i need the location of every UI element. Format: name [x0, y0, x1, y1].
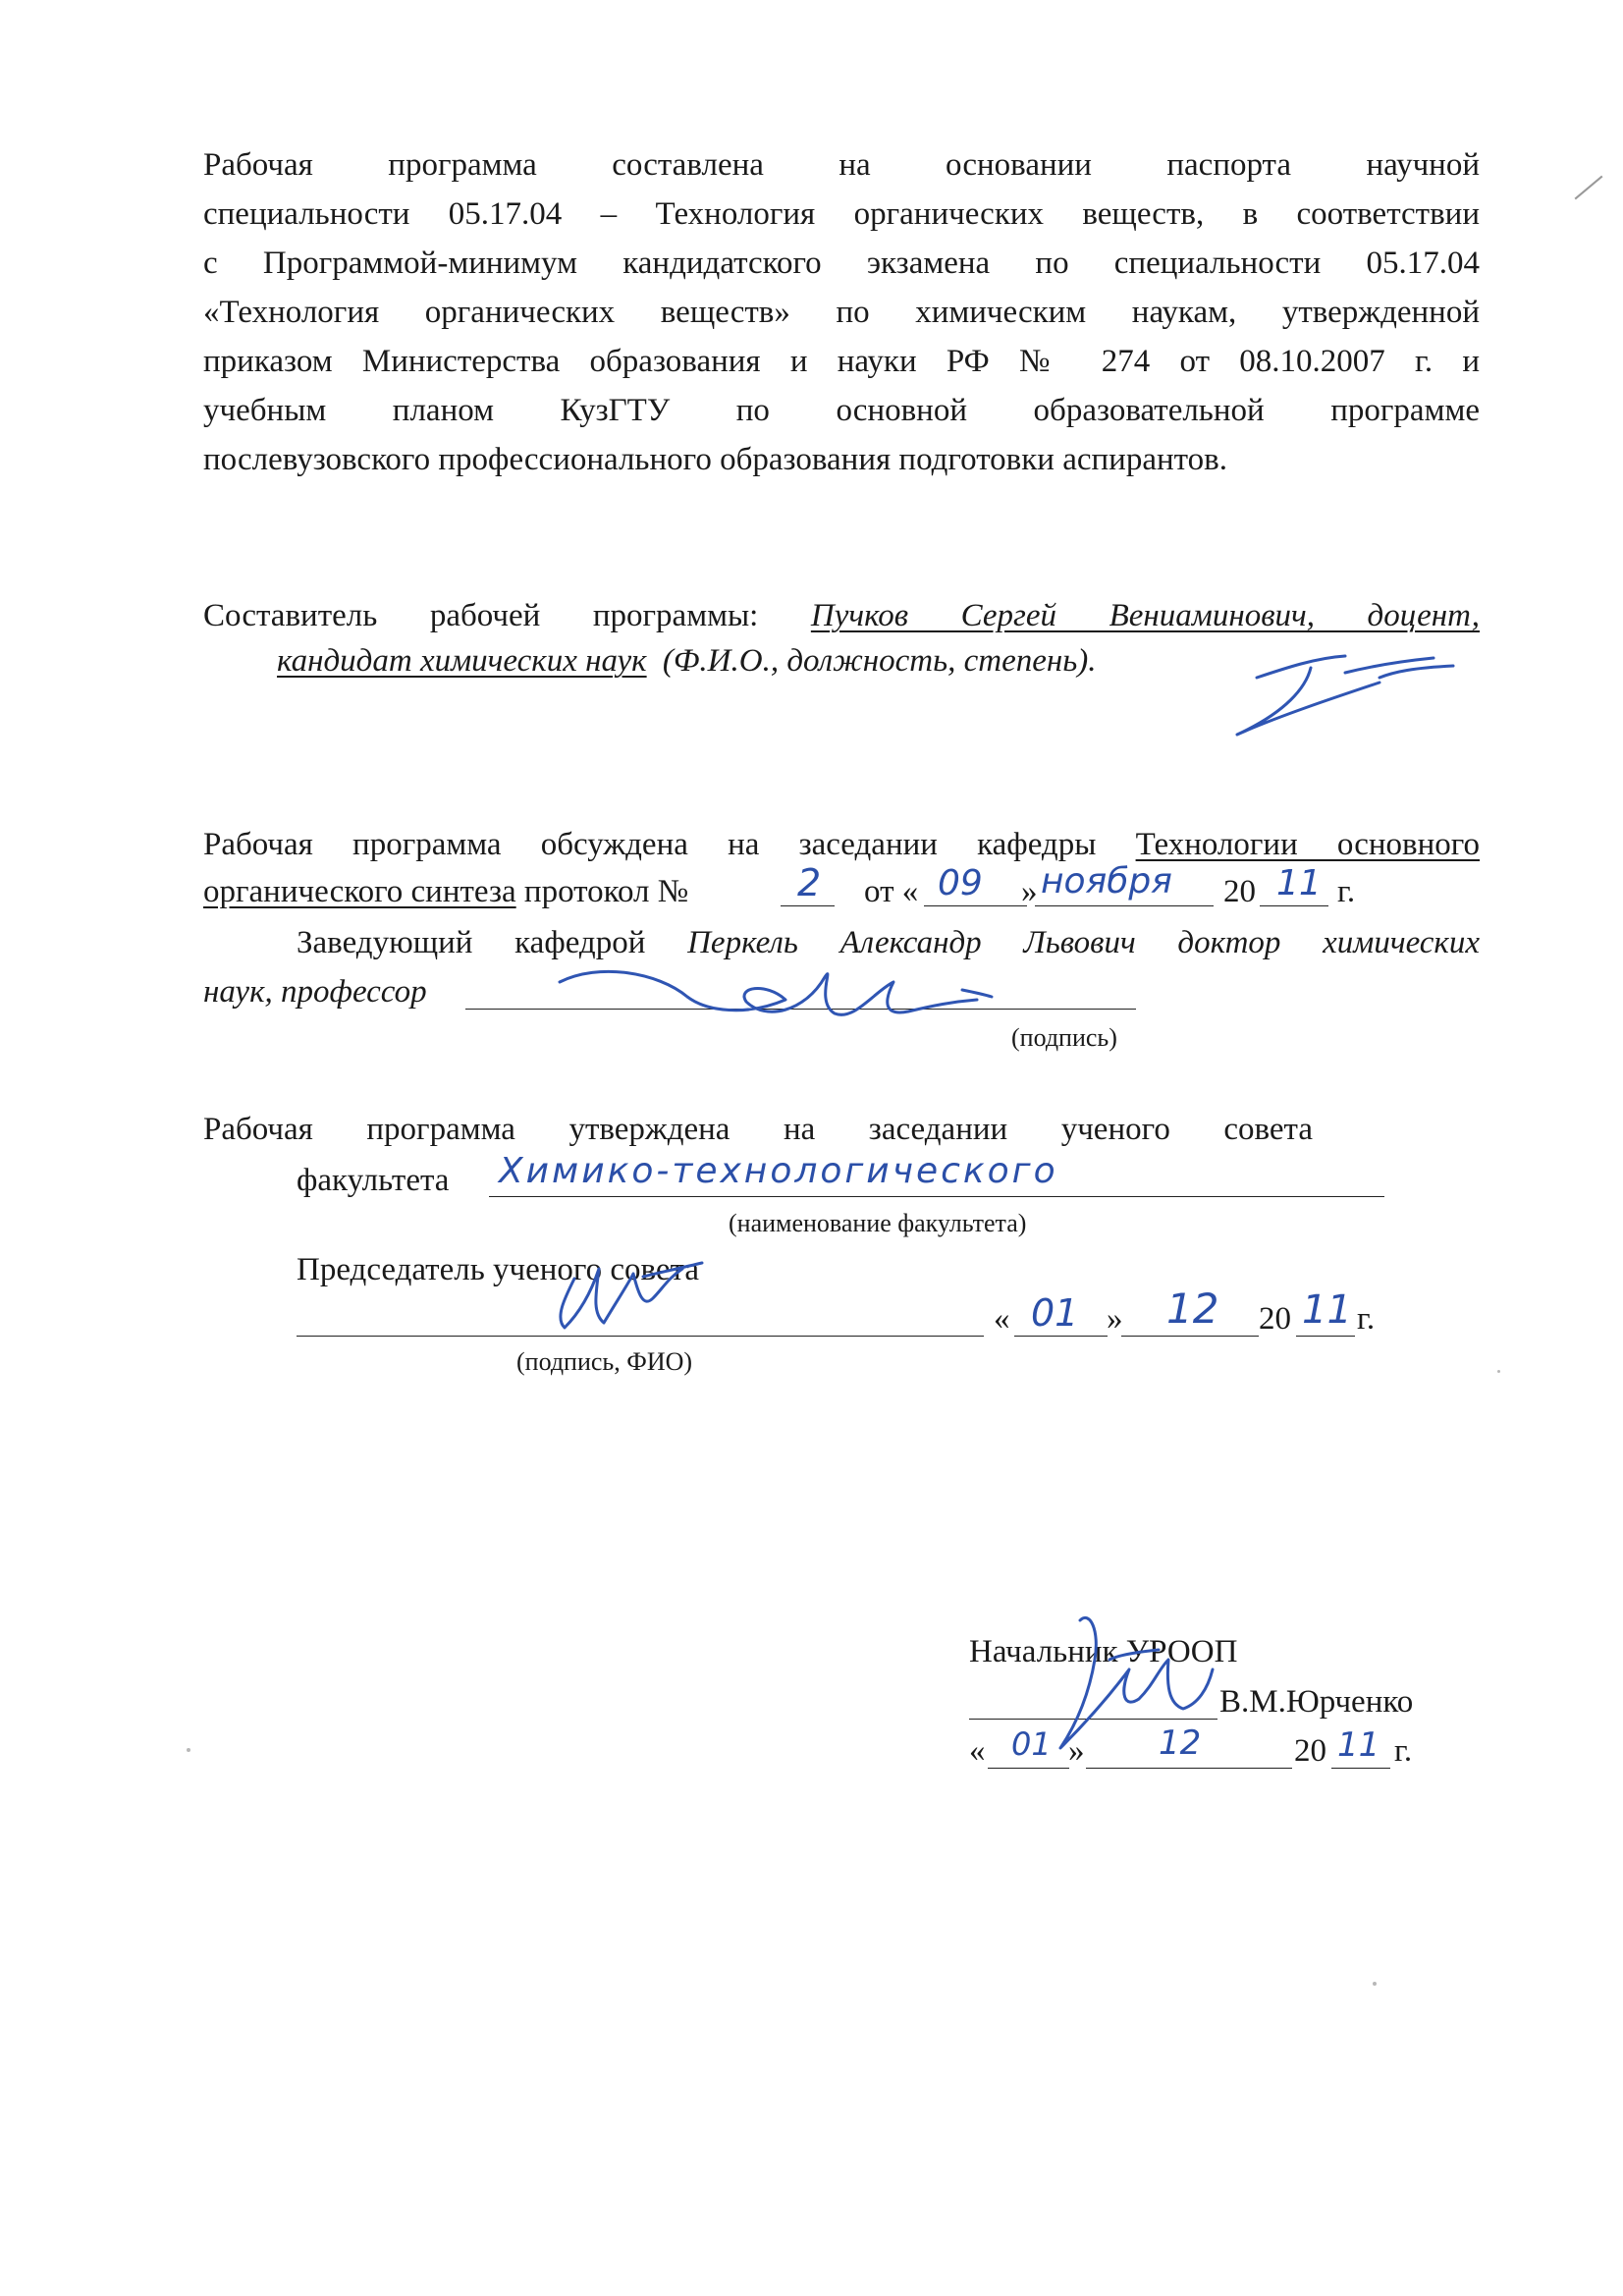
year-end: г. [1337, 874, 1356, 909]
year-prefix: 20 [1223, 874, 1256, 909]
head-signature [540, 943, 1011, 1036]
uroop-day-field [988, 1768, 1069, 1769]
uroop-day: 01 [1011, 1725, 1052, 1763]
basis-line: Рабочая программа составлена на основании паспорта научной [203, 147, 1480, 183]
council-line-1: Рабочая программа утверждена на заседании ученого совета [203, 1112, 1313, 1147]
day-field [924, 905, 1027, 906]
head-name: Перкель Александр Львович доктор химических [687, 925, 1481, 960]
chair-year-end: г. [1357, 1301, 1376, 1337]
basis-last-line: послевузовского профессионального образования подготовки аспирантов. [203, 442, 1227, 477]
uroop-name: В.М.Юрченко [1219, 1684, 1414, 1720]
chair-day: 01 [1031, 1291, 1079, 1335]
head-name-cont: наук, профессор [203, 974, 427, 1010]
compiler-line-2 [277, 636, 1097, 685]
head-label: Заведующий кафедрой [297, 925, 646, 960]
chair-month-field [1121, 1336, 1259, 1337]
compiler-label: Составитель рабочей программы: [203, 598, 759, 633]
month-field [1035, 905, 1214, 906]
basis-paragraph [203, 140, 1480, 435]
department-name-2: органического синтеза [203, 874, 516, 909]
faculty-field [489, 1196, 1384, 1197]
uroop-signature [1021, 1601, 1247, 1768]
uroop-month-field [1086, 1768, 1292, 1769]
uroop-year-end: г. [1394, 1733, 1413, 1769]
department-name-1: Технологии основного [1135, 827, 1481, 862]
chair-day-field [1014, 1336, 1108, 1337]
department-line-1 [203, 820, 1480, 869]
faculty-value: Химико-технологического [499, 1151, 1058, 1191]
compiler-name: Пучков Сергей Вениаминович, доцент, [810, 598, 1480, 633]
chair-label: Председатель ученого совета [297, 1252, 700, 1287]
from-label: от « [864, 874, 919, 909]
scan-mark [1575, 176, 1603, 200]
compiler-hint: (Ф.И.О., должность, степень). [662, 643, 1097, 679]
scan-dot [1373, 1982, 1377, 1986]
protocol-number: 2 [797, 861, 822, 904]
chair-year: 11 [1302, 1287, 1352, 1333]
basis-line: приказом Министерства образования и науки РФ № 274 от 08.10.2007 г. и [203, 344, 1480, 379]
chair-month: 12 [1166, 1285, 1219, 1333]
protocol-number-field [781, 905, 835, 906]
compiler-degree: кандидат химических наук [277, 643, 647, 679]
chair-date-open: « [994, 1301, 1010, 1337]
chair-year-field [1296, 1336, 1355, 1337]
protocol-label: протокол № [523, 874, 689, 909]
chair-year-prefix: 20 [1259, 1301, 1291, 1337]
uroop-year: 11 [1337, 1725, 1380, 1765]
chair-date-close: » [1107, 1301, 1123, 1337]
uroop-year-field [1331, 1768, 1390, 1769]
basis-line: специальности 05.17.04 – Технология органических веществ, в соответствии [203, 196, 1480, 232]
faculty-hint: (наименование факультета) [729, 1209, 1027, 1237]
chair-signature [545, 1239, 712, 1338]
department-prefix: Рабочая программа обсуждена на заседании кафедры [203, 827, 1097, 862]
uroop-year-prefix: 20 [1294, 1733, 1326, 1769]
uroop-month: 12 [1159, 1723, 1202, 1763]
compiler-signature [1198, 629, 1492, 746]
department-month: ноября [1041, 861, 1172, 902]
uroop-date-close: » [1068, 1733, 1085, 1769]
faculty-label: факультета [297, 1163, 450, 1198]
scan-dot [1497, 1370, 1500, 1373]
department-year: 11 [1276, 863, 1322, 903]
basis-line: «Технология органических веществ» по химическим наукам, утвержденной [203, 295, 1480, 330]
scan-dot [187, 1748, 190, 1752]
signature-hint: (подпись) [1011, 1023, 1117, 1052]
uroop-title: Начальник УРООП [969, 1634, 1238, 1669]
uroop-date-open: « [969, 1733, 986, 1769]
basis-line: с Программой-минимум кандидатского экзамена по специальности 05.17.04 [203, 246, 1480, 281]
department-day: 09 [938, 863, 983, 903]
quote-close: » [1021, 874, 1038, 909]
basis-line: учебным планом КузГТУ по основной образовательной программе [203, 393, 1480, 428]
chair-signature-hint: (подпись, ФИО) [516, 1347, 693, 1376]
year-field [1260, 905, 1328, 906]
